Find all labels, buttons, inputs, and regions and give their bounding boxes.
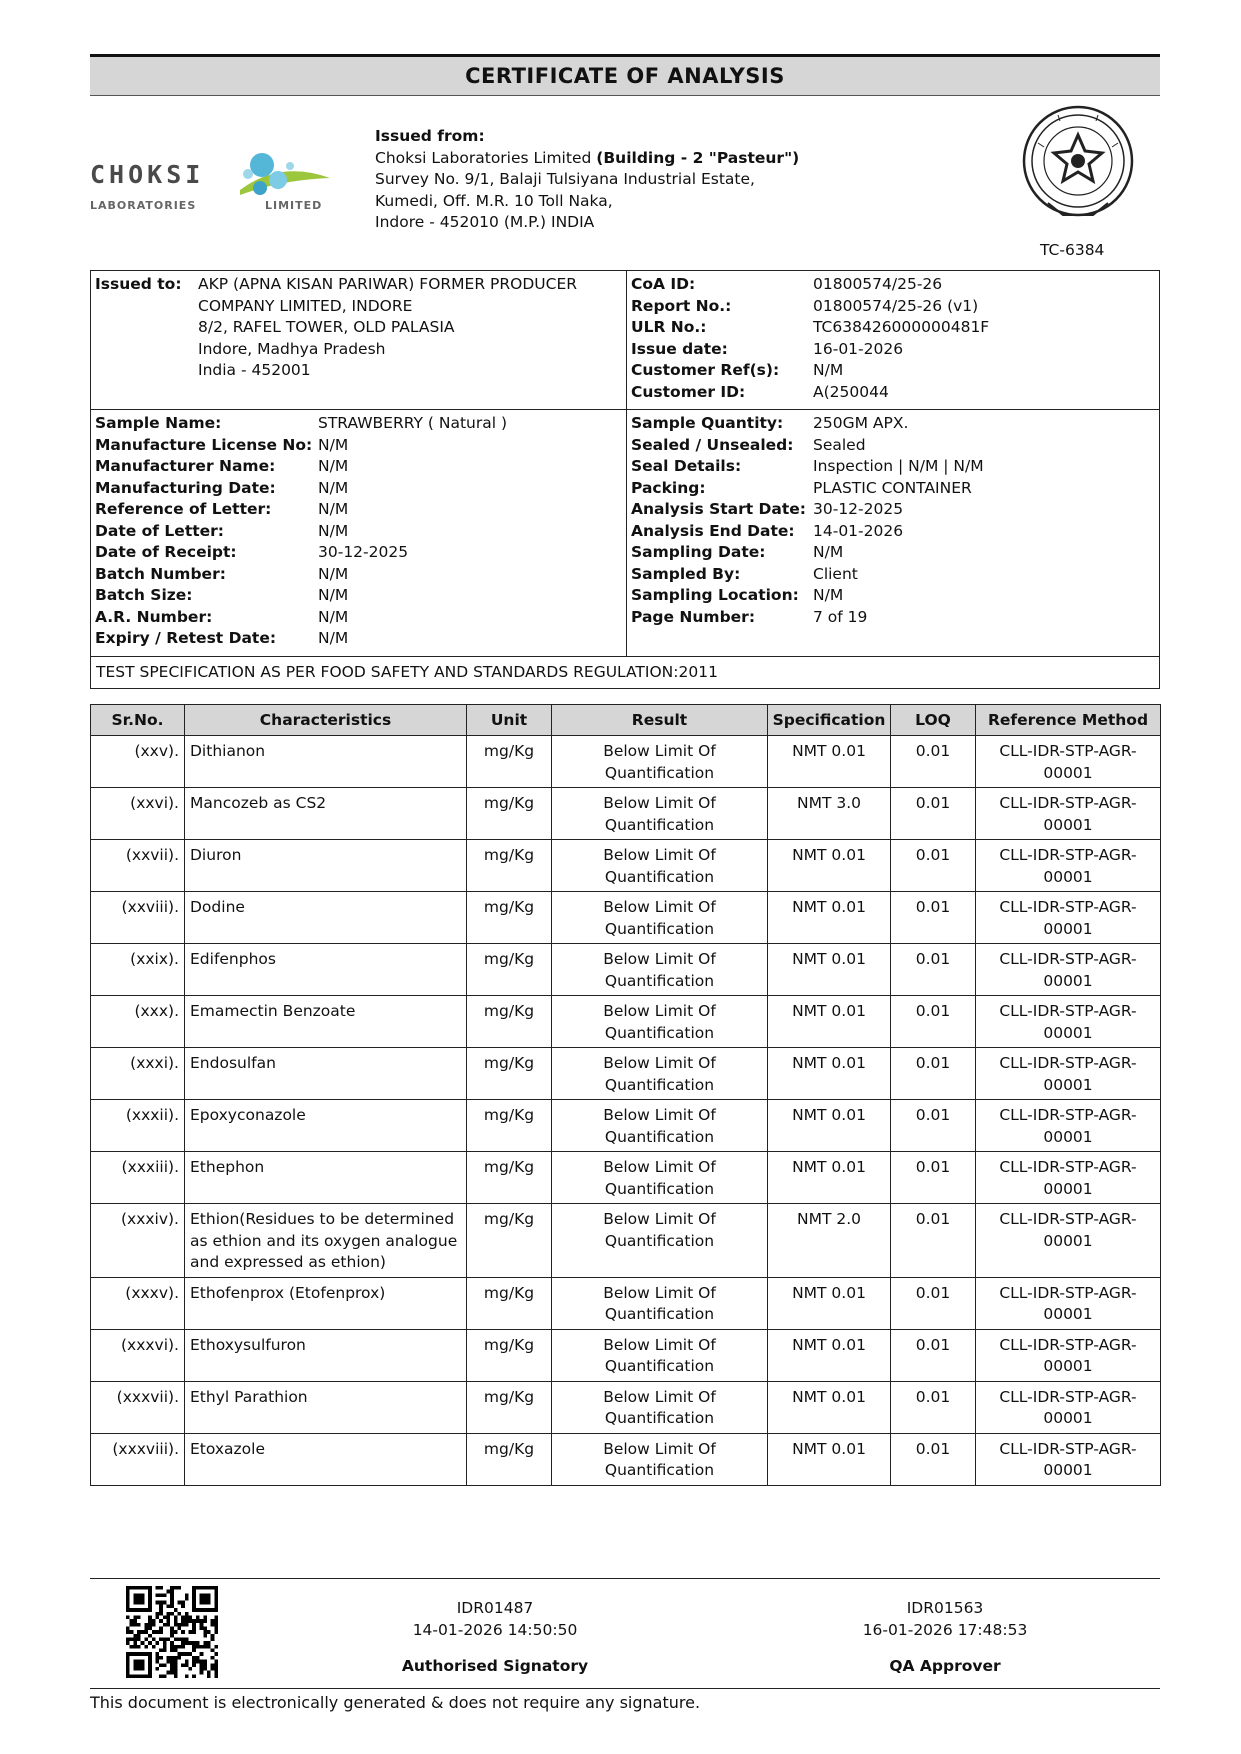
sample-field-value: Inspection | N/M | N/M: [813, 457, 984, 475]
table-row: [91, 1152, 1161, 1204]
specification-cell: NMT 0.01: [768, 1152, 891, 1204]
loq-cell: 0.01: [891, 1277, 976, 1329]
unit-cell: mg/Kg: [467, 1204, 552, 1278]
issued-to-label: Issued to:: [95, 275, 182, 293]
issued-from-heading: Issued from:: [375, 127, 485, 145]
issued-to-line: Indore, Madhya Pradesh: [198, 339, 386, 358]
specification-cell: NMT 0.01: [768, 840, 891, 892]
characteristic-cell: Ethoxysulfuron: [185, 1329, 467, 1381]
sample-field-label: Analysis End Date:: [631, 521, 795, 540]
sr-no-cell: (xxvi).: [91, 788, 185, 840]
sample-field-value: N/M: [318, 629, 349, 647]
characteristic-cell: Etoxazole: [185, 1433, 467, 1485]
sr-no-cell: (xxviii).: [91, 892, 185, 944]
unit-cell: mg/Kg: [467, 1433, 552, 1485]
sample-field-value: 250GM APX.: [813, 414, 909, 432]
characteristic-cell: Ethion(Residues to be determined as ethion and its oxygen analogue and expressed as ethion): [185, 1204, 467, 1278]
result-cell: Below Limit Of Quantification: [552, 1433, 768, 1485]
specification-cell: NMT 0.01: [768, 1277, 891, 1329]
document-title: CERTIFICATE OF ANALYSIS: [90, 54, 1160, 96]
coa-field-label: Report No.:: [631, 296, 732, 315]
accreditation-code: TC-6384: [1040, 241, 1105, 259]
sample-field-value: 30-12-2025: [813, 500, 904, 518]
result-cell: Below Limit Of Quantification: [552, 1048, 768, 1100]
sample-field-label: Sampling Date:: [631, 543, 766, 561]
reference-method-cell: CLL-IDR-STP-AGR-00001: [976, 892, 1161, 944]
unit-cell: mg/Kg: [467, 1100, 552, 1152]
coa-field-value: 01800574/25-26: [813, 275, 943, 293]
characteristic-cell: Edifenphos: [185, 944, 467, 996]
sr-no-cell: (xxxv).: [91, 1277, 185, 1329]
result-cell: Below Limit Of Quantification: [552, 996, 768, 1048]
sr-no-cell: (xxv).: [91, 736, 185, 788]
sr-no-cell: (xxxiv).: [91, 1204, 185, 1278]
sample-field-value: N/M: [318, 521, 349, 540]
qr-code-icon: [126, 1586, 218, 1678]
sample-field-label: Batch Number:: [95, 564, 226, 583]
specification-cell: NMT 0.01: [768, 1433, 891, 1485]
specification-cell: NMT 2.0: [768, 1204, 891, 1278]
loq-cell: 0.01: [891, 1152, 976, 1204]
unit-cell: mg/Kg: [467, 788, 552, 840]
reference-method-cell: CLL-IDR-STP-AGR-00001: [976, 1100, 1161, 1152]
sample-field-label: Seal Details:: [631, 457, 742, 475]
sample-field-label: Sample Name:: [95, 414, 222, 432]
result-cell: Below Limit Of Quantification: [552, 1381, 768, 1433]
logo-sub-left: LABORATORIES: [90, 199, 197, 212]
sample-field-label: Manufacturing Date:: [95, 478, 276, 497]
sample-field-label: Sampled By:: [631, 564, 741, 583]
column-header: Specification: [768, 705, 891, 736]
specification-cell: NMT 0.01: [768, 892, 891, 944]
sample-field-label: Date of Letter:: [95, 521, 224, 540]
unit-cell: mg/Kg: [467, 1277, 552, 1329]
issued-to-line: 8/2, RAFEL TOWER, OLD PALASIA: [198, 318, 455, 336]
result-cell: Below Limit Of Quantification: [552, 1100, 768, 1152]
loq-cell: 0.01: [891, 1381, 976, 1433]
result-cell: Below Limit Of Quantification: [552, 944, 768, 996]
coa-field-value: 01800574/25-26 (v1): [813, 296, 979, 315]
column-header: Sr.No.: [91, 705, 185, 736]
sample-field-label: Manufacturer Name:: [95, 457, 276, 475]
table-row: [91, 1381, 1161, 1433]
characteristic-cell: Dithianon: [185, 736, 467, 788]
sr-no-cell: (xxxiii).: [91, 1152, 185, 1204]
sample-field-label: Expiry / Retest Date:: [95, 629, 277, 647]
unit-cell: mg/Kg: [467, 892, 552, 944]
test-specification: TEST SPECIFICATION AS PER FOOD SAFETY AND STANDARDS REGULATION:2011: [90, 657, 1160, 689]
sample-field-value: N/M: [318, 564, 349, 583]
signatory-datetime: 16-01-2026 17:48:53: [862, 1620, 1028, 1639]
characteristic-cell: Emamectin Benzoate: [185, 996, 467, 1048]
sample-field-label: Reference of Letter:: [95, 500, 272, 518]
column-header: Result: [552, 705, 768, 736]
unit-cell: mg/Kg: [467, 736, 552, 788]
sample-field-label: Page Number:: [631, 607, 756, 626]
specification-cell: NMT 0.01: [768, 1329, 891, 1381]
signatory-role: QA Approver: [889, 1657, 1001, 1675]
loq-cell: 0.01: [891, 1329, 976, 1381]
sample-field-value: PLASTIC CONTAINER: [813, 478, 972, 497]
sr-no-cell: (xxvii).: [91, 840, 185, 892]
unit-cell: mg/Kg: [467, 944, 552, 996]
sample-field-value: N/M: [318, 457, 349, 475]
specification-cell: NMT 0.01: [768, 1048, 891, 1100]
reference-method-cell: CLL-IDR-STP-AGR-00001: [976, 736, 1161, 788]
table-row: [91, 1329, 1161, 1381]
table-header-row: [91, 705, 1161, 736]
characteristic-cell: Diuron: [185, 840, 467, 892]
sample-field-label: Sample Quantity:: [631, 414, 784, 432]
sample-field-value: 30-12-2025: [318, 543, 409, 561]
reference-method-cell: CLL-IDR-STP-AGR-00001: [976, 996, 1161, 1048]
loq-cell: 0.01: [891, 1048, 976, 1100]
logo-sub-right: LIMITED: [265, 199, 323, 212]
sample-field-label: Analysis Start Date:: [631, 500, 806, 518]
result-cell: Below Limit Of Quantification: [552, 1277, 768, 1329]
characteristic-cell: Endosulfan: [185, 1048, 467, 1100]
sample-field-label: Sampling Location:: [631, 586, 799, 604]
unit-cell: mg/Kg: [467, 1329, 552, 1381]
table-row: [91, 944, 1161, 996]
sample-field-value: Sealed: [813, 435, 866, 454]
coa-field-label: CoA ID:: [631, 275, 696, 293]
issued-from-building: (Building - 2 "Pasteur"): [596, 148, 800, 167]
table-row: [91, 1100, 1161, 1152]
coa-field-value: TC638426000000481F: [813, 318, 990, 336]
reference-method-cell: CLL-IDR-STP-AGR-00001: [976, 1277, 1161, 1329]
coa-field-value: 16-01-2026: [813, 339, 904, 358]
column-header: Characteristics: [185, 705, 467, 736]
issued-from-address-2: Kumedi, Off. M.R. 10 Toll Naka,: [375, 191, 613, 210]
signatory-id: IDR01563: [906, 1599, 984, 1617]
result-cell: Below Limit Of Quantification: [552, 892, 768, 944]
table-row: [91, 1433, 1161, 1485]
specification-cell: NMT 0.01: [768, 996, 891, 1048]
footer-divider: [90, 1578, 1160, 1579]
loq-cell: 0.01: [891, 892, 976, 944]
signatory-datetime: 14-01-2026 14:50:50: [412, 1620, 578, 1639]
sr-no-cell: (xxix).: [91, 944, 185, 996]
loq-cell: 0.01: [891, 1100, 976, 1152]
sample-field-label: Sealed / Unsealed:: [631, 435, 794, 454]
sample-field-value: 14-01-2026: [813, 521, 904, 540]
loq-cell: 0.01: [891, 944, 976, 996]
table-row: [91, 736, 1161, 788]
sample-field-value: N/M: [318, 586, 349, 604]
reference-method-cell: CLL-IDR-STP-AGR-00001: [976, 1204, 1161, 1278]
sample-field-value: N/M: [813, 543, 844, 561]
sample-field-label: Batch Size:: [95, 586, 193, 604]
characteristic-cell: Ethyl Parathion: [185, 1381, 467, 1433]
results-table: [90, 704, 1161, 1486]
specification-cell: NMT 3.0: [768, 788, 891, 840]
sample-field-value: N/M: [318, 500, 349, 518]
characteristic-cell: Epoxyconazole: [185, 1100, 467, 1152]
sample-field-value: N/M: [318, 478, 349, 497]
table-row: [91, 840, 1161, 892]
reference-method-cell: CLL-IDR-STP-AGR-00001: [976, 840, 1161, 892]
unit-cell: mg/Kg: [467, 1152, 552, 1204]
coa-field-label: Customer ID:: [631, 382, 746, 401]
sample-details-panel: [90, 410, 1160, 657]
column-header: LOQ: [891, 705, 976, 736]
signatory-id: IDR01487: [456, 1599, 534, 1617]
table-row: [91, 892, 1161, 944]
sample-field-value: STRAWBERRY ( Natural ): [318, 414, 508, 432]
disclaimer: This document is electronically generated & does not require any signature.: [90, 1693, 701, 1712]
issued-to-line: AKP (APNA KISAN PARIWAR) FORMER PRODUCER: [198, 275, 578, 293]
issued-to-coa-panel: [90, 270, 1160, 410]
sr-no-cell: (xxxvii).: [91, 1381, 185, 1433]
column-header: Unit: [467, 705, 552, 736]
signatory-role: Authorised Signatory: [401, 1657, 589, 1675]
unit-cell: mg/Kg: [467, 996, 552, 1048]
loq-cell: 0.01: [891, 1204, 976, 1278]
reference-method-cell: CLL-IDR-STP-AGR-00001: [976, 944, 1161, 996]
result-cell: Below Limit Of Quantification: [552, 1152, 768, 1204]
table-row: [91, 996, 1161, 1048]
loq-cell: 0.01: [891, 996, 976, 1048]
issued-to-line: India - 452001: [198, 361, 311, 379]
sample-field-label: Packing:: [631, 478, 706, 497]
sample-field-label: Manufacture License No:: [95, 435, 313, 454]
sample-field-value: Client: [813, 564, 858, 583]
sample-field-value: 7 of 19: [813, 607, 868, 626]
sample-field-label: Date of Receipt:: [95, 543, 237, 561]
coa-field-label: Issue date:: [631, 339, 728, 358]
reference-method-cell: CLL-IDR-STP-AGR-00001: [976, 1381, 1161, 1433]
coa-field-label: Customer Ref(s):: [631, 361, 780, 379]
issued-to-line: COMPANY LIMITED, INDORE: [198, 296, 413, 315]
logo-word: CHOKSI: [90, 160, 205, 189]
reference-method-cell: CLL-IDR-STP-AGR-00001: [976, 1433, 1161, 1485]
unit-cell: mg/Kg: [467, 1048, 552, 1100]
result-cell: Below Limit Of Quantification: [552, 788, 768, 840]
authorised-signatory-block: [360, 1598, 630, 1678]
sr-no-cell: (xxxi).: [91, 1048, 185, 1100]
reference-method-cell: CLL-IDR-STP-AGR-00001: [976, 788, 1161, 840]
result-cell: Below Limit Of Quantification: [552, 1204, 768, 1278]
specification-cell: NMT 0.01: [768, 944, 891, 996]
loq-cell: 0.01: [891, 840, 976, 892]
coa-field-value: A(250044: [813, 382, 889, 401]
table-row: [91, 1277, 1161, 1329]
table-row: [91, 1048, 1161, 1100]
sr-no-cell: (xxx).: [91, 996, 185, 1048]
loq-cell: 0.01: [891, 736, 976, 788]
specification-cell: NMT 0.01: [768, 1381, 891, 1433]
issued-from-company: Choksi Laboratories Limited: [375, 148, 592, 167]
reference-method-cell: CLL-IDR-STP-AGR-00001: [976, 1152, 1161, 1204]
qa-approver-block: [810, 1598, 1080, 1678]
sr-no-cell: (xxxviii).: [91, 1433, 185, 1485]
specification-cell: NMT 0.01: [768, 736, 891, 788]
reference-method-cell: CLL-IDR-STP-AGR-00001: [976, 1048, 1161, 1100]
unit-cell: mg/Kg: [467, 1381, 552, 1433]
accreditation-seal-icon: [1018, 103, 1138, 223]
sample-field-value: N/M: [318, 607, 349, 626]
column-header: Reference Method: [976, 705, 1161, 736]
sample-field-label: A.R. Number:: [95, 607, 213, 626]
sr-no-cell: (xxxvi).: [91, 1329, 185, 1381]
result-cell: Below Limit Of Quantification: [552, 1329, 768, 1381]
sr-no-cell: (xxxii).: [91, 1100, 185, 1152]
unit-cell: mg/Kg: [467, 840, 552, 892]
footer-divider: [90, 1688, 1160, 1689]
characteristic-cell: Dodine: [185, 892, 467, 944]
characteristic-cell: Ethofenprox (Etofenprox): [185, 1277, 467, 1329]
characteristic-cell: Ethephon: [185, 1152, 467, 1204]
loq-cell: 0.01: [891, 788, 976, 840]
sample-field-value: N/M: [813, 586, 844, 604]
characteristic-cell: Mancozeb as CS2: [185, 788, 467, 840]
coa-field-label: ULR No.:: [631, 318, 707, 336]
loq-cell: 0.01: [891, 1433, 976, 1485]
table-row: [91, 1204, 1161, 1278]
reference-method-cell: CLL-IDR-STP-AGR-00001: [976, 1329, 1161, 1381]
issued-from-address-1: Survey No. 9/1, Balaji Tulsiyana Industrial Estate,: [375, 170, 755, 188]
specification-cell: NMT 0.01: [768, 1100, 891, 1152]
coa-field-value: N/M: [813, 361, 844, 379]
choksi-logo: [90, 140, 350, 220]
issued-from-address-3: Indore - 452010 (M.P.) INDIA: [375, 213, 595, 231]
result-cell: Below Limit Of Quantification: [552, 736, 768, 788]
result-cell: Below Limit Of Quantification: [552, 840, 768, 892]
sample-field-value: N/M: [318, 435, 349, 454]
issued-from-block: [375, 126, 799, 234]
table-row: [91, 788, 1161, 840]
